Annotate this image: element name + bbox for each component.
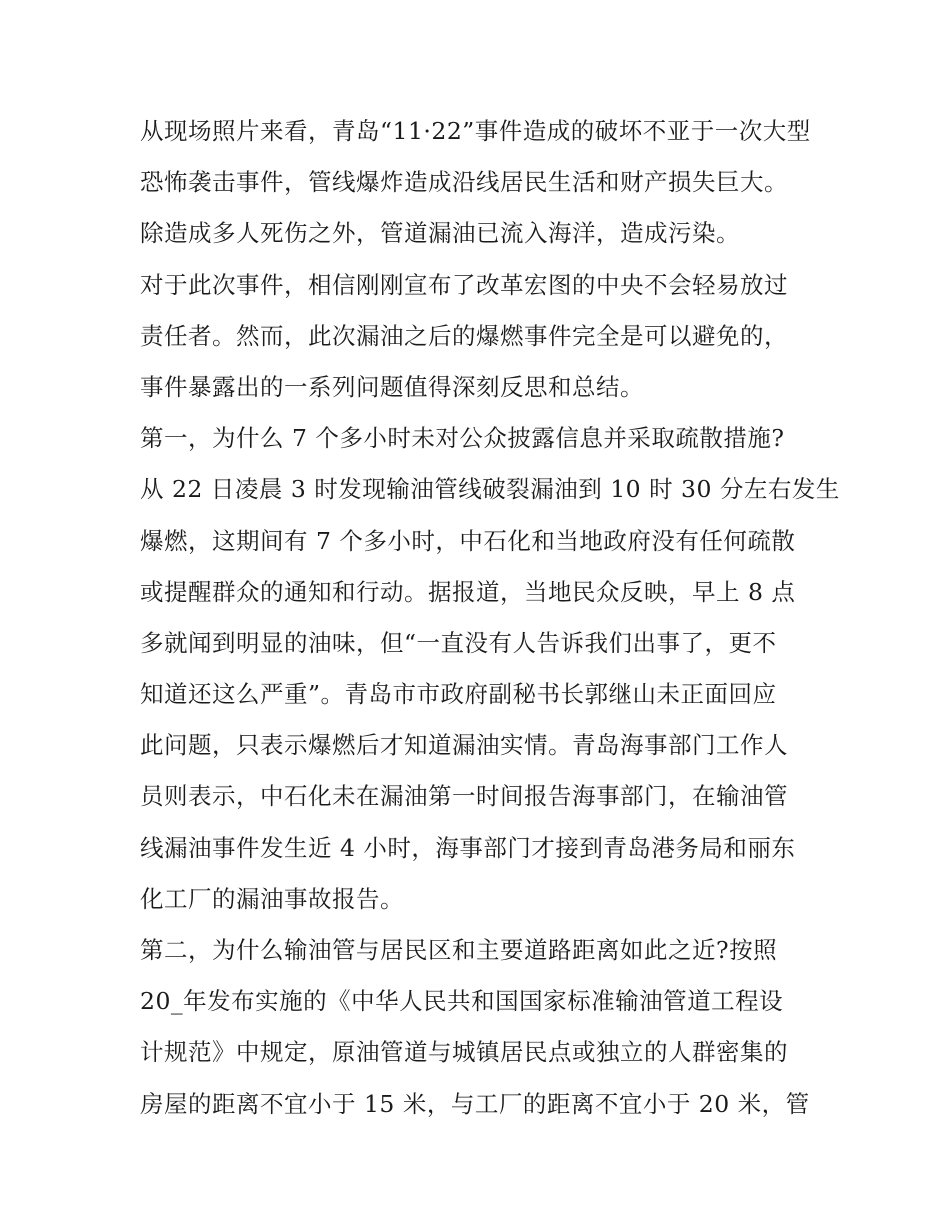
text-line: 或提醒群众的通知和行动。据报道，当地民众反映，早上 8 点 (140, 577, 796, 606)
text-line: 从现场照片来看，青岛“11·22”事件造成的破坏不亚于一次大型 (140, 117, 811, 145)
text-line: 化工厂的漏油事故报告。 (140, 884, 404, 913)
text-line: 事件暴露出的一系列问题值得深刻反思和总结。 (140, 372, 644, 401)
text-line: 20_年发布实施的《中华人民共和国国家标准输油管道工程设 (140, 987, 784, 1016)
text-line: 爆燃，这期间有 7 个多小时，中石化和当地政府没有任何疏散 (140, 526, 796, 555)
text-line: 恐怖袭击事件，管线爆炸造成沿线居民生活和财产损失巨大。 (140, 168, 788, 197)
article-body (140, 106, 840, 1130)
text-line: 知道还这么严重”。青岛市市政府副秘书长郭继山未正面回应 (140, 680, 777, 709)
text-line: 计规范》中规定，原油管道与城镇居民点或独立的人群密集的 (140, 1038, 788, 1067)
text-line: 责任者。然而，此次漏油之后的爆燃事件完全是可以避免的， (140, 321, 788, 350)
text-line: 多就闻到明显的油味，但“一直没有人告诉我们出事了，更不 (140, 628, 777, 657)
text-line: 除造成多人死伤之外，管道漏油已流入海洋，造成污染。 (140, 219, 740, 248)
text-line: 对于此次事件，相信刚刚宣布了改革宏图的中央不会轻易放过 (140, 270, 788, 299)
text-line: 员则表示，中石化未在漏油第一时间报告海事部门，在输油管 (140, 782, 788, 811)
text-line: 从 22 日凌晨 3 时发现输油管线破裂漏油到 10 时 30 分左右发生 (140, 475, 840, 504)
text-line: 第一，为什么 7 个多小时未对公众披露信息并采取疏散措施? (140, 424, 785, 453)
text-line: 房屋的距离不宜小于 15 米，与工厂的距离不宜小于 20 米，管 (140, 1089, 810, 1118)
text-line: 此问题，只表示爆燃后才知道漏油实情。青岛海事部门工作人 (140, 731, 788, 760)
text-line: 线漏油事件发生近 4 小时，海事部门才接到青岛港务局和丽东 (140, 833, 796, 862)
text-line: 第二，为什么输油管与居民区和主要道路距离如此之近?按照 (140, 936, 778, 964)
